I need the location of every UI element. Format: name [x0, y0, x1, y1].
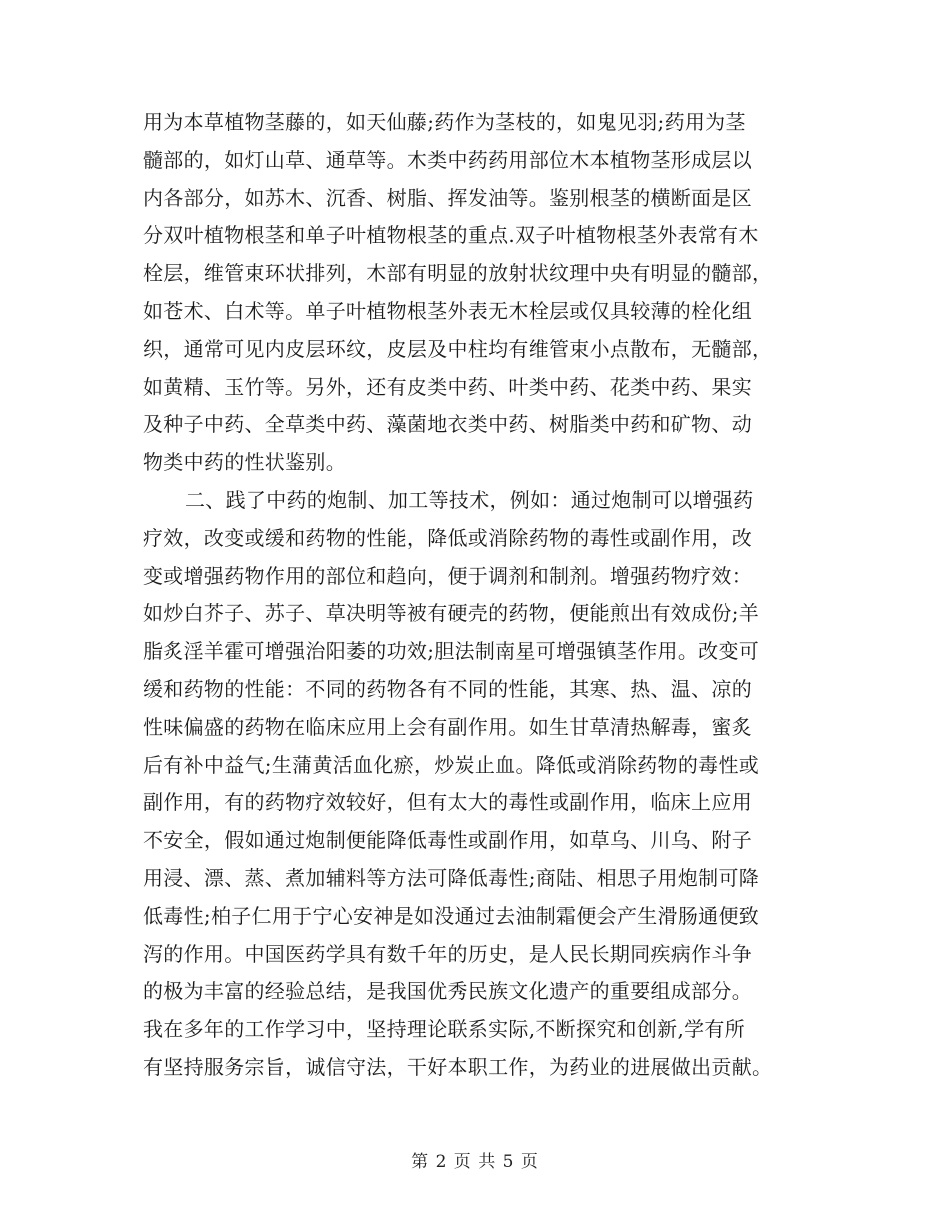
text-line-23: 泻的作用。中国医药学具有数千年的历史，是人民长期同疾病作斗争	[143, 941, 752, 966]
text-line-7: 织，通常可见内皮层环纹，皮层及中柱均有维管束小点散布，无髓部，	[143, 336, 773, 361]
page-number-footer: 第 2 页 共 5 页	[411, 1152, 539, 1172]
text-line-14: 如炒白芥子、苏子、草决明等被有硬壳的药物，便能煎出有效成份;羊	[143, 601, 760, 626]
text-line-22: 低毒性;柏子仁用于宁心安神是如没通过去油制霜便会产生滑肠通便致	[143, 903, 760, 928]
text-line-2: 髓部的，如灯山草、通草等。木类中药药用部位木本植物茎形成层以	[143, 147, 752, 172]
text-line-19: 副作用，有的药物疗效较好，但有太大的毒性或副作用，临床上应用	[143, 790, 752, 815]
text-line-17: 性味偏盛的药物在临床应用上会有副作用。如生甘草清热解毒，蜜炙	[143, 714, 752, 739]
text-line-6: 如苍术、白术等。单子叶植物根茎外表无木栓层或仅具较薄的栓化组	[143, 298, 752, 323]
paragraph-2-first-line: 二、践了中药的炮制、加工等技术，例如：通过炮制可以增强药	[185, 487, 754, 512]
text-line-3: 内各部分，如苏木、沉香、树脂、挥发油等。鉴别根茎的横断面是区	[143, 185, 752, 210]
text-line-16: 缓和药物的性能：不同的药物各有不同的性能，其寒、热、温、凉的	[143, 676, 752, 701]
text-line-15: 脂炙淫羊霍可增强治阳萎的功效;胆法制南星可增强镇茎作用。改变可	[143, 639, 760, 664]
text-line-21: 用浸、漂、蒸、煮加辅料等方法可降低毒性;商陆、相思子用炮制可降	[143, 865, 760, 890]
text-line-25: 我在多年的工作学习中，坚持理论联系实际,不断探究和创新,学有所	[143, 1017, 746, 1042]
text-line-9: 及种子中药、全草类中药、藻菌地衣类中药、树脂类中药和矿物、动	[143, 412, 752, 437]
text-line-5: 栓层，维管束环状排列，木部有明显的放射状纹理中央有明显的髓部，	[143, 261, 773, 286]
body-text	[143, 104, 811, 1087]
text-line-1: 用为本草植物茎藤的，如天仙藤;药作为茎枝的，如鬼见羽;药用为茎	[143, 110, 746, 134]
text-line-13: 变或增强药物作用的部位和趋向，便于调剂和制剂。增强药物疗效：	[143, 563, 752, 588]
text-line-20: 不安全，假如通过炮制便能降低毒性或副作用，如草乌、川乌、附子	[143, 828, 752, 853]
text-line-8: 如黄精、玉竹等。另外，还有皮类中药、叶类中药、花类中药、果实	[143, 374, 752, 399]
text-line-24: 的极为丰富的经验总结，是我国优秀民族文化遗产的重要组成部分。	[143, 979, 752, 1004]
text-line-10: 物类中药的性状鉴别。	[143, 450, 346, 475]
text-line-12: 疗效，改变或缓和药物的性能，降低或消除药物的毒性或副作用，改	[143, 525, 752, 550]
text-line-26: 有坚持服务宗旨，诚信守法，干好本职工作，为药业的进展做出贡献。	[143, 1054, 773, 1079]
text-line-4: 分双叶植物根茎和单子叶植物根茎的重点.双子叶植物根茎外表常有木	[143, 223, 759, 248]
text-line-18: 后有补中益气;生蒲黄活血化瘀，炒炭止血。降低或消除药物的毒性或	[143, 752, 760, 777]
